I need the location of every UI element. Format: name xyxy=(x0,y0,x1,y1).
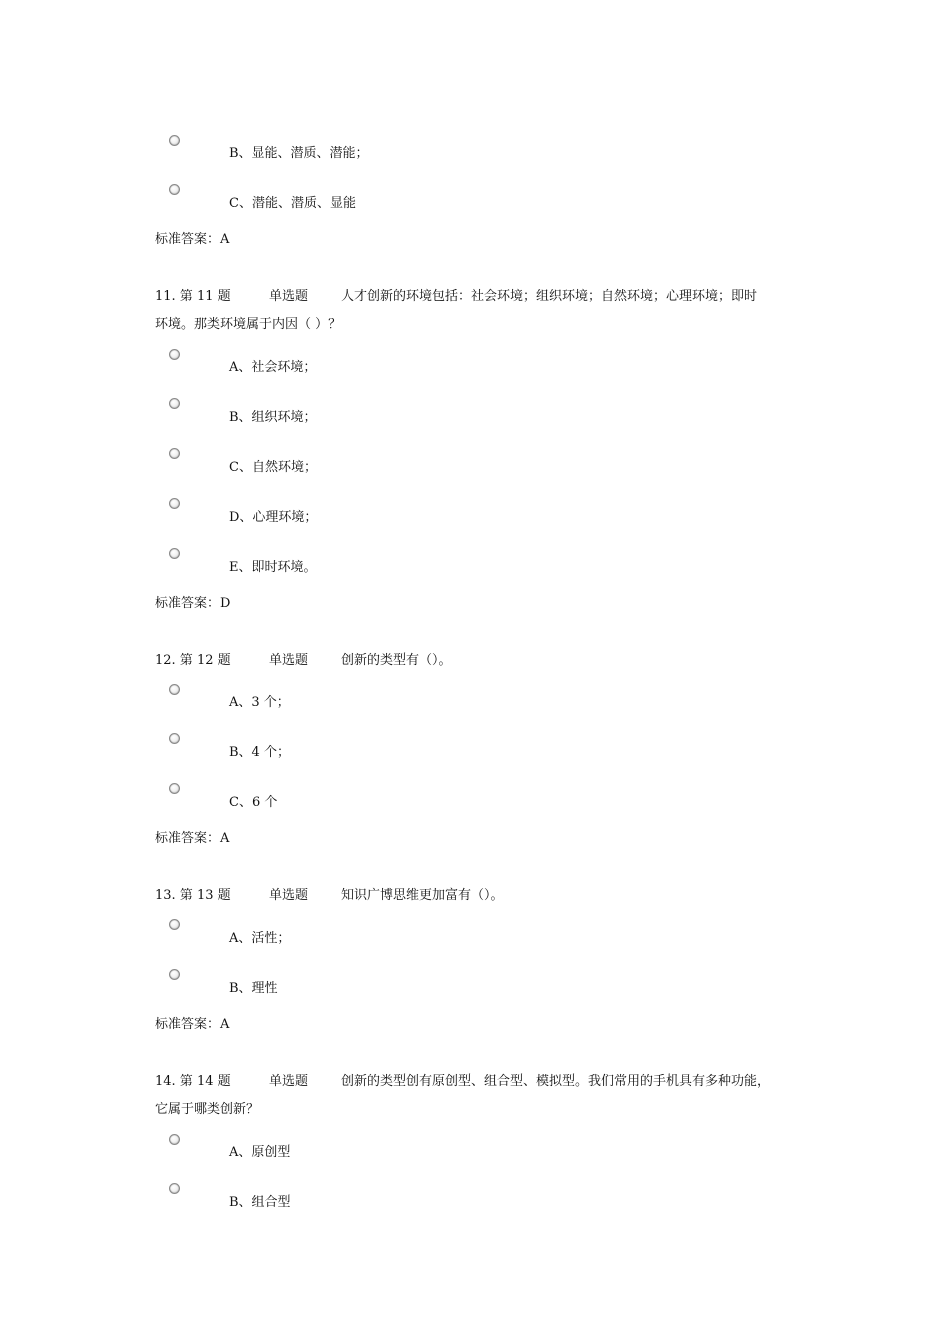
question-text-continued: 环境。那类环境属于内因（ ）？ xyxy=(155,317,342,332)
option-label: B、理性 xyxy=(229,981,278,996)
question-header xyxy=(155,289,757,305)
option-radio[interactable] xyxy=(169,498,180,509)
option-label: B、组织环境； xyxy=(229,410,317,425)
option-label: C、6 个 xyxy=(229,795,278,810)
option-label: C、自然环境； xyxy=(229,460,317,475)
option-label: D、心理环境； xyxy=(229,510,318,525)
question-text: 知识广博思维更加富有（）。 xyxy=(341,888,504,903)
option-label: A、社会环境； xyxy=(229,360,317,375)
question-type: 单选题 xyxy=(269,289,309,304)
question-number: 14. 第 14 题 xyxy=(155,1074,231,1089)
option-label: A、活性； xyxy=(229,931,291,946)
standard-answer: 标准答案：A xyxy=(155,232,230,247)
question-header xyxy=(155,888,504,904)
option-label: C、潜能、潜质、显能 xyxy=(229,196,356,211)
question-type: 单选题 xyxy=(269,888,309,903)
question-text: 人才创新的环境包括：社会环境；组织环境；自然环境；心理环境；即时 xyxy=(341,289,758,304)
question-number: 13. 第 13 题 xyxy=(155,888,231,903)
question-text-continued: 它属于哪类创新？ xyxy=(155,1102,260,1117)
option-radio[interactable] xyxy=(169,135,180,146)
standard-answer: 标准答案：A xyxy=(155,831,230,846)
option-label: B、组合型 xyxy=(229,1195,291,1210)
option-radio[interactable] xyxy=(169,783,180,794)
option-label: A、3 个； xyxy=(229,695,290,710)
standard-answer: 标准答案：A xyxy=(155,1017,230,1032)
option-label: A、原创型 xyxy=(229,1145,291,1160)
option-radio[interactable] xyxy=(169,1134,180,1145)
option-radio[interactable] xyxy=(169,548,180,559)
option-radio[interactable] xyxy=(169,1183,180,1194)
question-type: 单选题 xyxy=(269,1074,309,1089)
question-number: 11. 第 11 题 xyxy=(155,289,231,304)
option-radio[interactable] xyxy=(169,349,180,360)
option-radio[interactable] xyxy=(169,919,180,930)
option-label: E、即时环境。 xyxy=(229,560,317,575)
option-radio[interactable] xyxy=(169,398,180,409)
question-text: 创新的类型有（）。 xyxy=(341,653,452,668)
option-radio[interactable] xyxy=(169,684,180,695)
option-label: B、显能、潜质、潜能； xyxy=(229,146,369,161)
question-text: 创新的类型创有原创型、组合型、模拟型。我们常用的手机具有多种功能， xyxy=(341,1074,771,1089)
question-number: 12. 第 12 题 xyxy=(155,653,231,668)
question-header xyxy=(155,653,452,669)
option-label: B、4 个； xyxy=(229,745,290,760)
option-radio[interactable] xyxy=(169,448,180,459)
option-radio[interactable] xyxy=(169,969,180,980)
option-radio[interactable] xyxy=(169,184,180,195)
option-radio[interactable] xyxy=(169,733,180,744)
question-header xyxy=(155,1074,770,1090)
question-type: 单选题 xyxy=(269,653,309,668)
standard-answer: 标准答案：D xyxy=(155,596,231,611)
